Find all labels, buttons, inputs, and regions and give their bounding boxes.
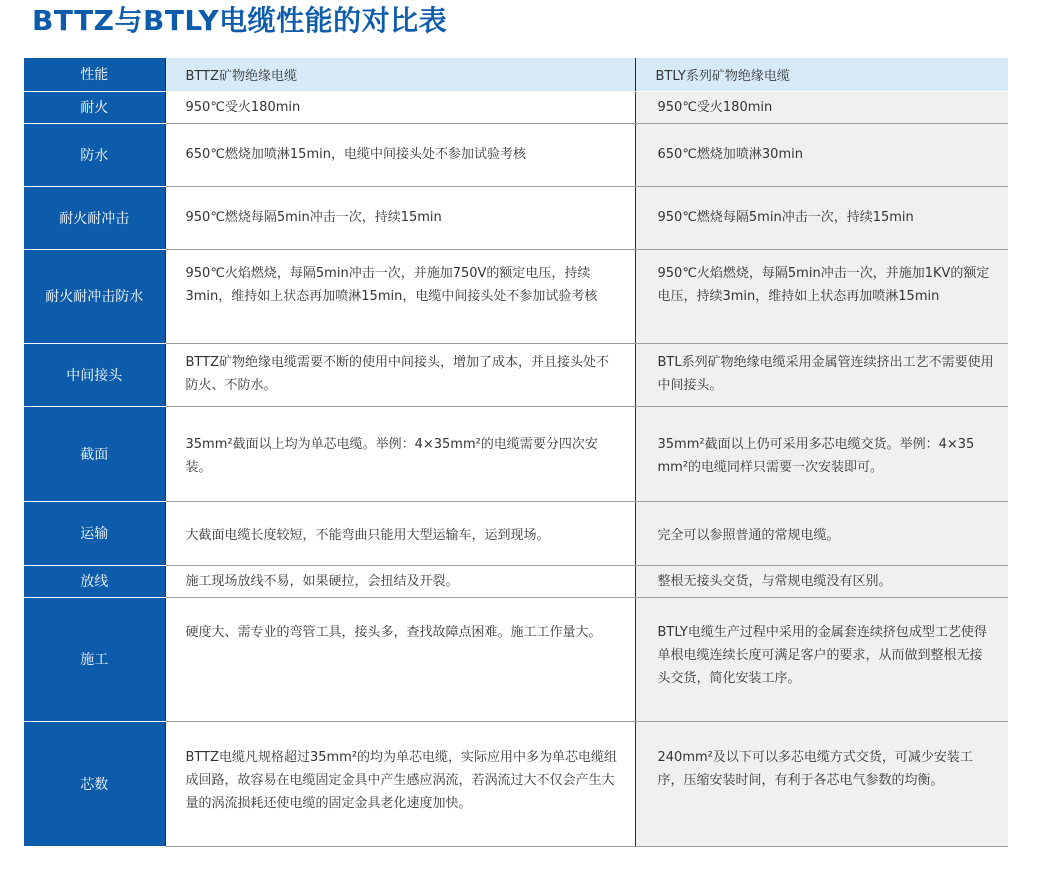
btly-cell: 整根无接头交货，与常规电缆没有区别。 xyxy=(635,565,1008,597)
table-row xyxy=(24,123,1008,186)
row-label: 截面 xyxy=(24,406,165,501)
bttz-cell: 650℃燃烧加喷淋15min，电缆中间接头处不参加试验考核 xyxy=(165,123,635,186)
row-label: 耐火 xyxy=(24,91,165,123)
header-label-performance: 性能 xyxy=(24,58,165,91)
table-row xyxy=(24,565,1008,597)
table-header-row xyxy=(24,58,1008,91)
header-col-bttz: BTTZ矿物绝缘电缆 xyxy=(165,58,635,91)
btly-cell: 240mm²及以下可以多芯电缆方式交货，可减少安装工序，压缩安装时间，有利于各芯电气参数的均衡。 xyxy=(635,721,1008,846)
row-label: 放线 xyxy=(24,565,165,597)
page-title: BTTZ与BTLY电缆性能的对比表 xyxy=(32,4,448,37)
row-label: 芯数 xyxy=(24,721,165,846)
bttz-cell: BTTZ矿物绝缘电缆需要不断的使用中间接头，增加了成本，并且接头处不防火、不防水。 xyxy=(165,343,635,406)
btly-cell: 950℃燃烧每隔5min冲击一次，持续15min xyxy=(635,186,1008,249)
comparison-table xyxy=(24,58,1008,847)
bttz-cell: 950℃火焰燃烧，每隔5min冲击一次，并施加750V的额定电压，持续3min，维持如上状态再加喷淋15min，电缆中间接头处不参加试验考核 xyxy=(165,249,635,343)
btly-cell: 950℃受火180min xyxy=(635,91,1008,123)
table-row xyxy=(24,91,1008,123)
table-row xyxy=(24,597,1008,721)
bttz-cell: 施工现场放线不易，如果硬拉，会扭结及开裂。 xyxy=(165,565,635,597)
bttz-cell: 大截面电缆长度较短，不能弯曲只能用大型运输车，运到现场。 xyxy=(165,501,635,565)
row-label: 耐火耐冲击防水 xyxy=(24,249,165,343)
row-label: 耐火耐冲击 xyxy=(24,186,165,249)
btly-cell: 完全可以参照普通的常规电缆。 xyxy=(635,501,1008,565)
btly-cell: 35mm²截面以上仍可采用多芯电缆交货。举例：4×35 mm²的电缆同样只需要一次安装即可。 xyxy=(635,406,1008,501)
table-row xyxy=(24,406,1008,501)
bttz-cell: 950℃燃烧每隔5min冲击一次，持续15min xyxy=(165,186,635,249)
bttz-cell: 硬度大、需专业的弯管工具，接头多，查找故障点困难。施工工作量大。 xyxy=(165,597,635,721)
bttz-cell: 35mm²截面以上均为单芯电缆。举例：4×35mm²的电缆需要分四次安装。 xyxy=(165,406,635,501)
table-row xyxy=(24,721,1008,846)
row-label: 运输 xyxy=(24,501,165,565)
btly-cell: 950℃火焰燃烧，每隔5min冲击一次，并施加1KV的额定电压，持续3min，维持如上状态再加喷淋15min xyxy=(635,249,1008,343)
table-row xyxy=(24,501,1008,565)
row-label: 中间接头 xyxy=(24,343,165,406)
table-row xyxy=(24,343,1008,406)
bttz-cell: 950℃受火180min xyxy=(165,91,635,123)
btly-cell: BTLY电缆生产过程中采用的金属套连续挤包成型工艺使得单根电缆连续长度可满足客户的要求，从而做到整根无接头交货，简化安装工序。 xyxy=(635,597,1008,721)
btly-cell: 650℃燃烧加喷淋30min xyxy=(635,123,1008,186)
bttz-cell: BTTZ电缆凡规格超过35mm²的均为单芯电缆，实际应用中多为单芯电缆组成回路，故容易在电缆固定金具中产生感应涡流，若涡流过大不仅会产生大量的涡流损耗还使电缆的固定金具老化速度加快。 xyxy=(165,721,635,846)
table-row xyxy=(24,249,1008,343)
btly-cell: BTL系列矿物绝缘电缆采用金属管连续挤出工艺不需要使用中间接头。 xyxy=(635,343,1008,406)
row-label: 施工 xyxy=(24,597,165,721)
header-col-btly: BTLY系列矿物绝缘电缆 xyxy=(635,58,1008,91)
table-row xyxy=(24,186,1008,249)
row-label: 防水 xyxy=(24,123,165,186)
